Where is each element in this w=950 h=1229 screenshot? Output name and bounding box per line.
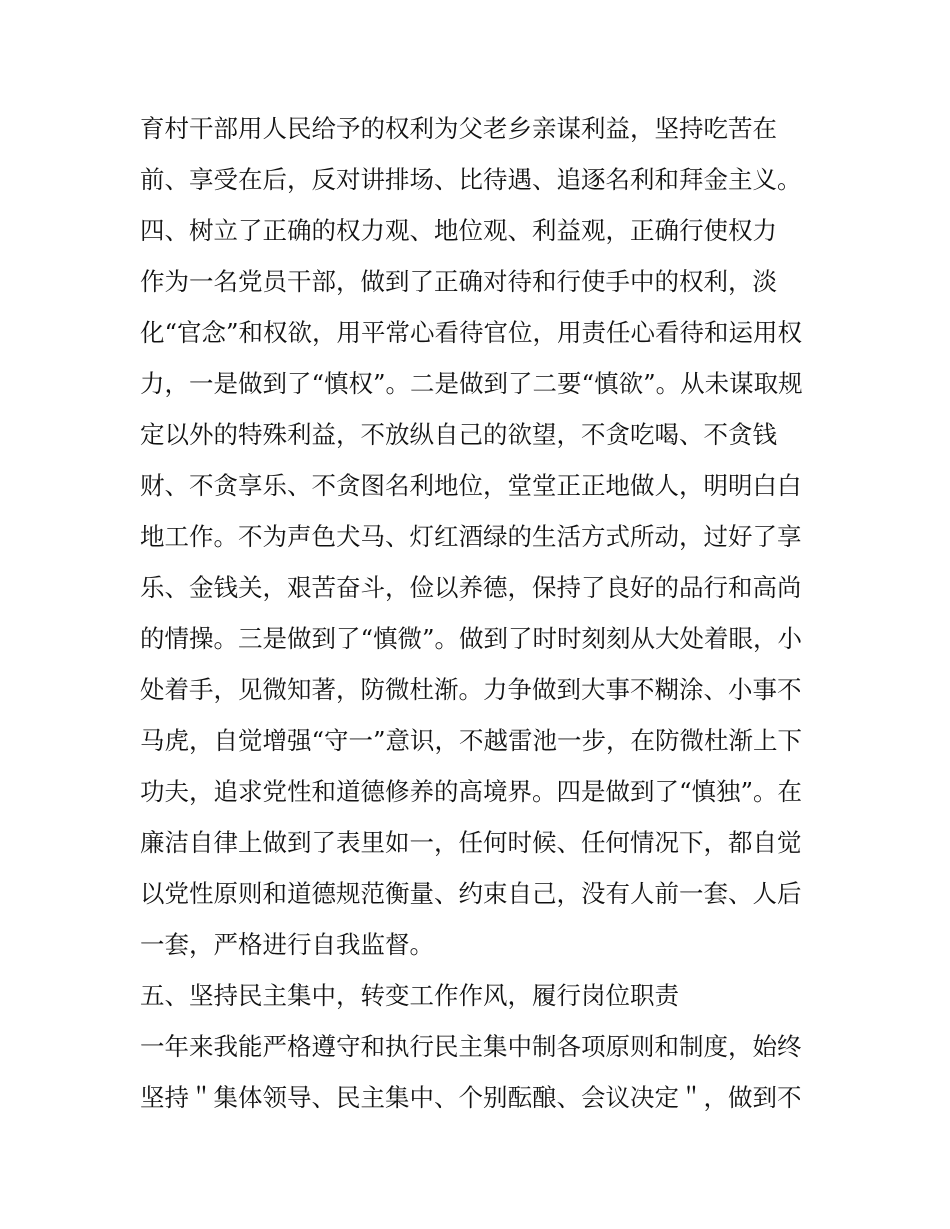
- text-line: 马虎，自觉增强“守一”意识，不越雷池一步，在防微杜渐上下: [140, 726, 803, 755]
- section-heading-4: 四、树立了正确的权力观、地位观、利益观，正确行使权力: [140, 216, 777, 245]
- text-line: 的情操。三是做到了“慎微”。做到了时时刻刻从大处着眼，小: [140, 624, 803, 653]
- text-line: 以党性原则和道德规范衡量、约束自己，没有人前一套、人后: [140, 879, 802, 908]
- text-line: 廉洁自律上做到了表里如一，任何时候、任何情况下，都自觉: [140, 828, 802, 857]
- text-line: 处着手，见微知著，防微杜渐。力争做到大事不糊涂、小事不: [140, 675, 802, 704]
- text-line: 前、享受在后，反对讲排场、比待遇、追逐名利和拜金主义。: [140, 165, 802, 194]
- text-line: 一套，严格进行自我监督。: [140, 930, 434, 959]
- text-line: 育村干部用人民给予的权利为父老乡亲谋利益，坚持吃苦在: [140, 114, 777, 143]
- text-line: 定以外的特殊利益，不放纵自己的欲望，不贪吃喝、不贪钱: [140, 420, 777, 449]
- text-line: 坚持＂集体领导、民主集中、个别酝酿、会议决定＂，做到不: [140, 1083, 802, 1112]
- text-line: 化“官念”和权欲，用平常心看待官位，用责任心看待和运用权: [140, 318, 803, 347]
- text-line: 乐、金钱关，艰苦奋斗，俭以养德，保持了良好的品行和高尚: [140, 573, 802, 602]
- section-heading-5: 五、坚持民主集中，转变工作作风，履行岗位职责: [140, 981, 679, 1010]
- text-line: 财、不贪享乐、不贪图名利地位，堂堂正正地做人，明明白白: [140, 471, 802, 500]
- text-line: 作为一名党员干部，做到了正确对待和行使手中的权利，淡: [140, 267, 777, 296]
- text-line: 功夫，追求党性和道德修养的高境界。四是做到了“慎独”。在: [140, 777, 803, 806]
- text-line: 一年来我能严格遵守和执行民主集中制各项原则和制度，始终: [140, 1032, 802, 1061]
- text-line: 力，一是做到了“慎权”。二是做到了二要“慎欲”。从未谋取规: [140, 369, 803, 398]
- text-line: 地工作。不为声色犬马、灯红酒绿的生活方式所动，过好了享: [140, 522, 802, 551]
